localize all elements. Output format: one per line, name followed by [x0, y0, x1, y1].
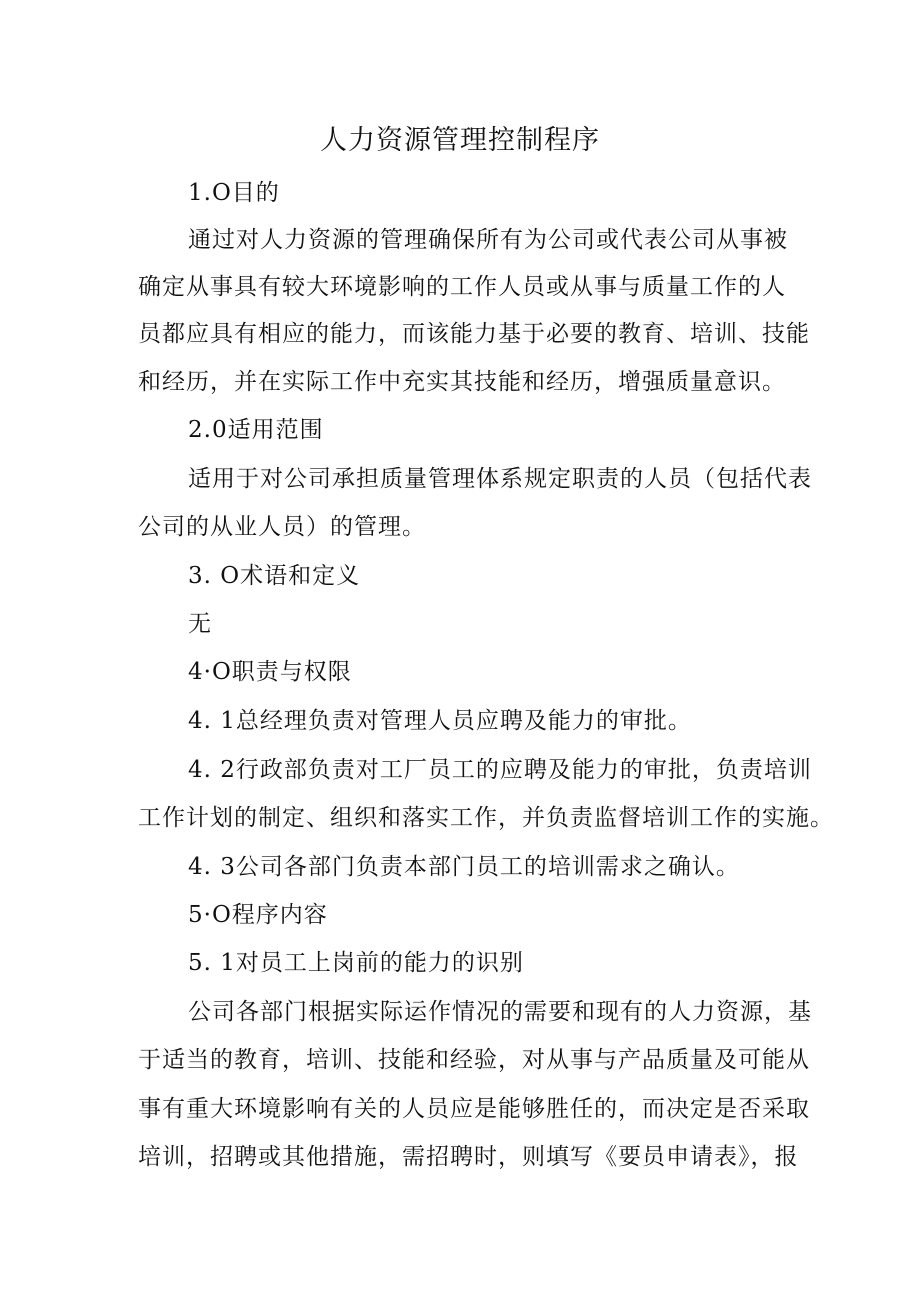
paragraph-line: 确定从事具有较大环境影响的工作人员或从事与质量工作的人 — [138, 274, 786, 300]
paragraph-line: 公司各部门根据实际运作情况的需要和现有的人力资源，基 — [188, 999, 812, 1025]
paragraph-line: 事有重大环境影响有关的人员应是能够胜任的，而决定是否采取 — [138, 1096, 810, 1122]
section-heading: 2.0适用范围 — [188, 417, 324, 443]
paragraph-line: 员都应具有相应的能力，而该能力基于必要的教育、培训、技能 — [138, 321, 810, 347]
section-heading: 4·O职责与权限 — [188, 659, 352, 685]
subsection-heading: 5. 1对员工上岗前的能力的识别 — [188, 950, 524, 976]
paragraph-line: 4. 3公司各部门负责本部门员工的培训需求之确认。 — [188, 854, 740, 880]
paragraph-line: 通过对人力资源的管理确保所有为公司或代表公司从事被 — [188, 227, 788, 253]
section-heading: 3. O术语和定义 — [188, 563, 361, 589]
paragraph-line: 无 — [188, 611, 212, 637]
paragraph-line: 于适当的教育，培训、技能和经验，对从事与产品质量及可能从 — [138, 1047, 810, 1073]
paragraph-line: 公司的从业人员）的管理。 — [138, 514, 426, 540]
paragraph-line: 工作计划的制定、组织和落实工作，并负责监督培训工作的实施。 — [138, 805, 834, 831]
paragraph-line: 4. 1总经理负责对管理人员应聘及能力的审批。 — [188, 708, 692, 734]
paragraph-line: 4. 2行政部负责对工厂员工的应聘及能力的审批，负责培训 — [188, 757, 812, 783]
paragraph-line: 和经历，并在实际工作中充实其技能和经历，增强质量意识。 — [138, 369, 786, 395]
paragraph-line: 适用于对公司承担质量管理体系规定职责的人员（包括代表 — [188, 466, 812, 492]
section-heading: 5·O程序内容 — [188, 902, 328, 928]
section-heading: 1.O目的 — [188, 180, 280, 206]
document-title: 人力资源管理控制程序 — [320, 125, 600, 156]
paragraph-line: 培训，招聘或其他措施，需招聘时，则填写《要员申请表》，报 — [138, 1144, 799, 1170]
